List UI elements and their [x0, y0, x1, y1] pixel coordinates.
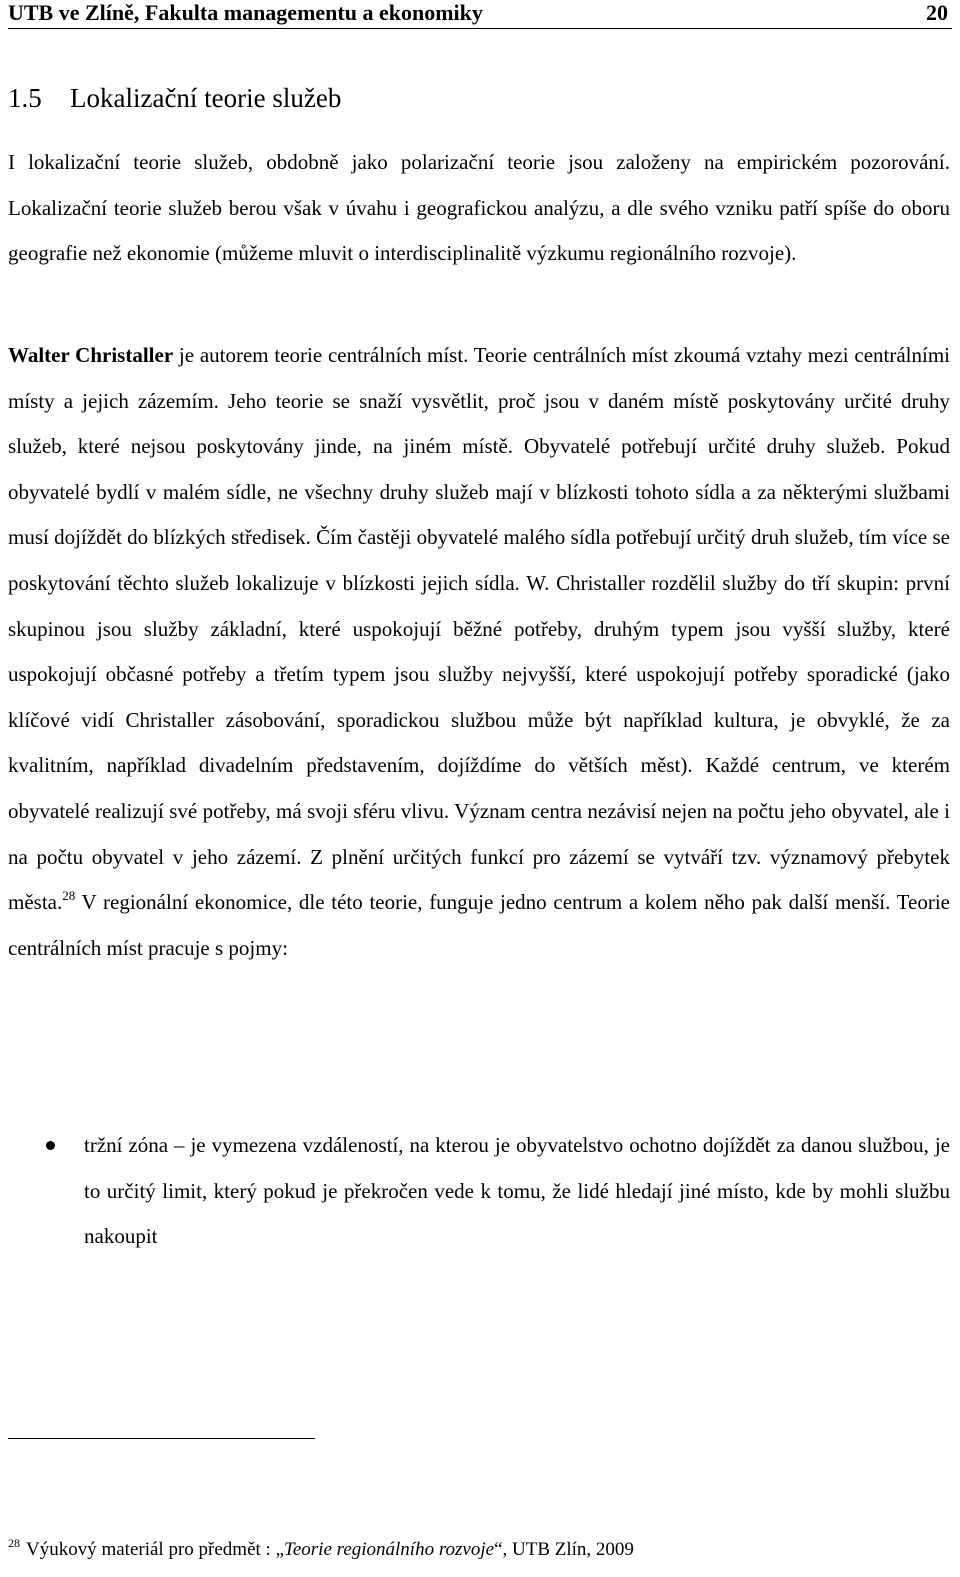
- bullet-icon: [46, 1141, 55, 1150]
- section-title: Lokalizační teorie služeb: [70, 83, 342, 113]
- header-institution: UTB ve Zlíně, Fakulta managementu a ekonomiky: [8, 0, 483, 25]
- christaller-name: Walter Christaller: [8, 343, 174, 367]
- footnote-divider: [8, 1438, 315, 1439]
- paragraph-christaller-text: je autorem teorie centrálních míst. Teorie centrálních míst zkoumá vztahy mezi centrálními místy a jejich zázemím. Jeho teorie se snaží vysvětlit, proč jsou v daném místě poskytovány určité druhy služeb, které nejsou poskytovány jinde, na jiném místě. Obyvatelé potřebují určité druhy služeb. Pokud obyvatelé bydlí v malém sídle, ne všechny druhy služeb mají v blízkosti tohoto sídla a za některými službami musí dojíždět do blízkých středisek. Čím častěji obyvatelé malého sídla potřebují určitý druh služeb, tím více se poskytování těchto služeb lokalizuje v blízkosti jejich sídla. W. Christaller rozdělil služby do tří skupin: první skupinou jsou služby základní, které uspokojují běžné potřeby, druhým typem jsou vyšší služby, které uspokojují občasné potřeby a třetím typem jsou služby nejvyšší, které uspokojují potřeby sporadické (jako klíčové vidí Christaller zásobování, sporadickou službou může být například kultura, je obvyklé, že za kvalitním, například divadelním představením, dojíždíme do větších měst). Každé centrum, ve kterém obyvatelé realizují své potřeby, má svoji sféru vlivu. Význam centra nezávisí nejen na počtu jeho obyvatel, ale i na počtu obyvatel v jeho zázemí. Z plnění určitých funkcí pro zázemí se vytváří tzv. významový přebytek města.: [8, 343, 950, 915]
- paragraph-intro: I lokalizační teorie služeb, obdobně jako polarizační teorie jsou založeny na empirickém pozorování. Lokalizační teorie služeb berou však v úvahu i geografickou analýzu, a dle svého vzniku patří spíše do oboru geografie než ekonomie (můžeme mluvit o interdisciplinalitě výzkumu regionálního rozvoje).: [8, 150, 950, 266]
- page-header: [8, 0, 952, 29]
- concept-list: [8, 1123, 950, 1260]
- paragraph-christaller: [8, 333, 950, 971]
- list-item: [8, 1123, 950, 1260]
- footnote: [8, 1538, 634, 1562]
- paragraph-christaller-text-end: V regionální ekonomice, dle této teorie, funguje jedno centrum a kolem něho pak další menší. Teorie centrálních míst pracuje s pojmy:: [8, 890, 950, 960]
- footnote-title: Teorie regionálního rozvoje: [284, 1539, 495, 1560]
- section-heading: [8, 80, 341, 116]
- section-number: 1.5: [8, 83, 42, 113]
- footnote-suffix: “, UTB Zlín, 2009: [494, 1539, 634, 1560]
- footnote-reference[interactable]: 28: [62, 888, 76, 904]
- list-item-text: tržní zóna – je vymezena vzdáleností, na kterou je obyvatelstvo ochotno dojíždět za danou službou, je to určitý limit, který pokud je překročen vede k tomu, že lidé hledají jiné místo, kde by mohli službu nakoupit: [84, 1133, 950, 1249]
- header-page-number: 20: [926, 0, 948, 25]
- footnote-prefix: Výukový materiál pro předmět : „: [26, 1539, 285, 1560]
- footnote-number: 28: [8, 1536, 20, 1550]
